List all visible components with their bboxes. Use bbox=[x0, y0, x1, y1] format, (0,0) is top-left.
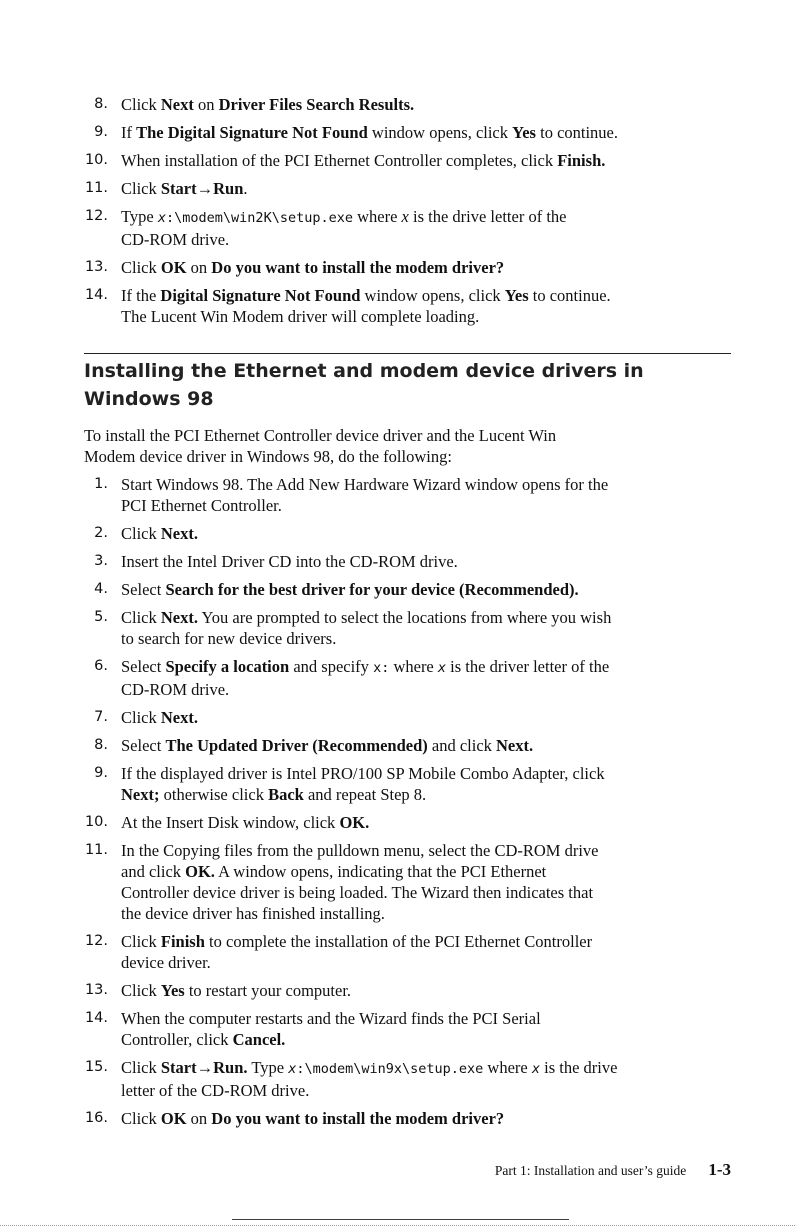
list-item: 4. Select Search for the best driver for your device (Recommended). bbox=[80, 579, 735, 600]
step-number: 13. bbox=[84, 259, 108, 275]
step-number: 11. bbox=[84, 180, 108, 196]
step-number: 3. bbox=[94, 553, 108, 569]
step-number: 15. bbox=[84, 1059, 108, 1075]
step-number: 4. bbox=[94, 581, 108, 597]
footer-text: Part 1: Installation and user’s guide bbox=[494, 1163, 687, 1178]
section-divider bbox=[84, 353, 731, 354]
step-number: 10. bbox=[84, 814, 108, 830]
list-item: 10. When installation of the PCI Ethernet Controller completes, click Finish. bbox=[80, 150, 735, 171]
page-footer bbox=[495, 1160, 731, 1180]
list-item: 15. Click Start→Run. Type x:\modem\win9x\setup.exe where x is the drive letter of the CD-ROM drive. bbox=[80, 1057, 735, 1101]
step-number: 14. bbox=[84, 1010, 108, 1026]
list-item: 14. If the Digital Signature Not Found window opens, click Yes to continue. The Lucent Win Modem driver will complete loading. bbox=[80, 285, 735, 327]
list-item: 11. Click Start→Run. bbox=[80, 178, 735, 199]
step-number: 6. bbox=[94, 658, 108, 674]
step-number: 1. bbox=[94, 476, 108, 492]
step-number: 9. bbox=[94, 124, 108, 140]
step-number: 12. bbox=[84, 208, 108, 224]
continued-steps-list bbox=[80, 94, 735, 334]
list-item: 7. Click Next. bbox=[80, 707, 735, 728]
list-item: 8. Click Next on Driver Files Search Results. bbox=[80, 94, 735, 115]
step-number: 2. bbox=[94, 525, 108, 541]
step-number: 11. bbox=[84, 842, 108, 858]
list-item: 11. In the Copying files from the pulldown menu, select the CD-ROM drive and click OK. A window opens, indicating that the PCI Ethernet Controller device driver is being loaded. The Wizard then indicates that the device driver has finished installing. bbox=[80, 840, 735, 924]
list-item: 1. Start Windows 98. The Add New Hardware Wizard window opens for the PCI Ethernet Controller. bbox=[80, 474, 735, 516]
step-number: 10. bbox=[84, 152, 108, 168]
step-number: 14. bbox=[84, 287, 108, 303]
list-item: 5. Click Next. You are prompted to select the locations from where you wish to search for new device drivers. bbox=[80, 607, 735, 649]
list-item: 14. When the computer restarts and the Wizard finds the PCI Serial Controller, click Cancel. bbox=[80, 1008, 735, 1050]
section-heading: Installing the Ethernet and modem device drivers in Windows 98 bbox=[84, 360, 644, 410]
step-number: 7. bbox=[94, 709, 108, 725]
bottom-dotted-rule bbox=[0, 1225, 795, 1226]
step-number: 5. bbox=[94, 609, 108, 625]
list-item: 13. Click OK on Do you want to install the modem driver? bbox=[80, 257, 735, 278]
list-item: 6. Select Specify a location and specify x: where x is the driver letter of the CD-ROM drive. bbox=[80, 656, 735, 700]
list-item: 12. Click Finish to complete the installation of the PCI Ethernet Controller device driver. bbox=[80, 931, 735, 973]
step-number: 8. bbox=[94, 96, 108, 112]
windows98-steps-list bbox=[80, 474, 735, 1136]
list-item: 3. Insert the Intel Driver CD into the CD-ROM drive. bbox=[80, 551, 735, 572]
step-number: 16. bbox=[84, 1110, 108, 1126]
step-number: 12. bbox=[84, 933, 108, 949]
page-number: 1-3 bbox=[708, 1160, 731, 1179]
step-number: 13. bbox=[84, 982, 108, 998]
list-item: 8. Select The Updated Driver (Recommended) and click Next. bbox=[80, 735, 735, 756]
list-item: 10. At the Insert Disk window, click OK. bbox=[80, 812, 735, 833]
list-item: 2. Click Next. bbox=[80, 523, 735, 544]
list-item: 12. Type x:\modem\win2K\setup.exe where x is the drive letter of the CD-ROM drive. bbox=[80, 206, 735, 250]
list-item: 13. Click Yes to restart your computer. bbox=[80, 980, 735, 1001]
list-item: 9. If The Digital Signature Not Found window opens, click Yes to continue. bbox=[80, 122, 735, 143]
bottom-link-rule bbox=[232, 1219, 569, 1220]
step-number: 8. bbox=[94, 737, 108, 753]
intro-paragraph: To install the PCI Ethernet Controller device driver and the Lucent Win Modem device driver in Windows 98, do the following: bbox=[84, 426, 557, 466]
step-number: 9. bbox=[94, 765, 108, 781]
list-item: 9. If the displayed driver is Intel PRO/100 SP Mobile Combo Adapter, click Next; otherwise click Back and repeat Step 8. bbox=[80, 763, 735, 805]
list-item: 16. Click OK on Do you want to install the modem driver? bbox=[80, 1108, 735, 1129]
